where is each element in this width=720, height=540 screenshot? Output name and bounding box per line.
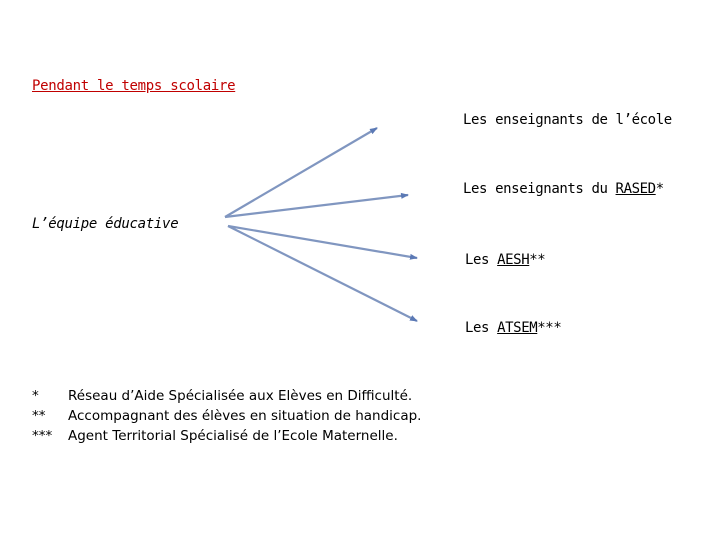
target-label: Les enseignants du — [463, 181, 616, 197]
arrow-to-atsem — [228, 226, 417, 321]
target-mark: * — [655, 181, 664, 197]
footnote — [32, 406, 421, 426]
origin-label: L’équipe éducative — [32, 216, 179, 232]
target-label: Les enseignants de l’école — [463, 112, 672, 128]
target-mark: *** — [537, 320, 562, 336]
arrow-to-aesh — [228, 226, 417, 258]
footnote-mark: ** — [32, 408, 46, 424]
arrow-to-rased — [225, 195, 408, 217]
target-abbr: ATSEM — [497, 320, 538, 336]
target-aesh — [465, 252, 545, 268]
target-abbr: RASED — [615, 181, 656, 197]
footnote-mark: * — [32, 388, 39, 404]
footnote — [32, 426, 421, 446]
section-title: Pendant le temps scolaire — [32, 78, 236, 94]
footnote-text: Agent Territorial Spécialisé de l’Ecole Maternelle. — [68, 428, 398, 444]
target-rased — [463, 181, 664, 197]
target-teachers — [463, 112, 672, 128]
footnote-text: Réseau d’Aide Spécialisée aux Elèves en Difficulté. — [68, 388, 413, 404]
arrow-to-teachers — [225, 128, 377, 217]
footnote-mark: *** — [32, 428, 53, 444]
target-label: Les — [465, 252, 498, 268]
target-atsem — [465, 320, 561, 336]
footnote — [32, 386, 421, 406]
target-abbr: AESH — [497, 252, 530, 268]
footnotes — [32, 386, 421, 446]
footnote-text: Accompagnant des élèves en situation de handicap. — [68, 408, 422, 424]
target-mark: ** — [529, 252, 546, 268]
target-label: Les — [465, 320, 498, 336]
